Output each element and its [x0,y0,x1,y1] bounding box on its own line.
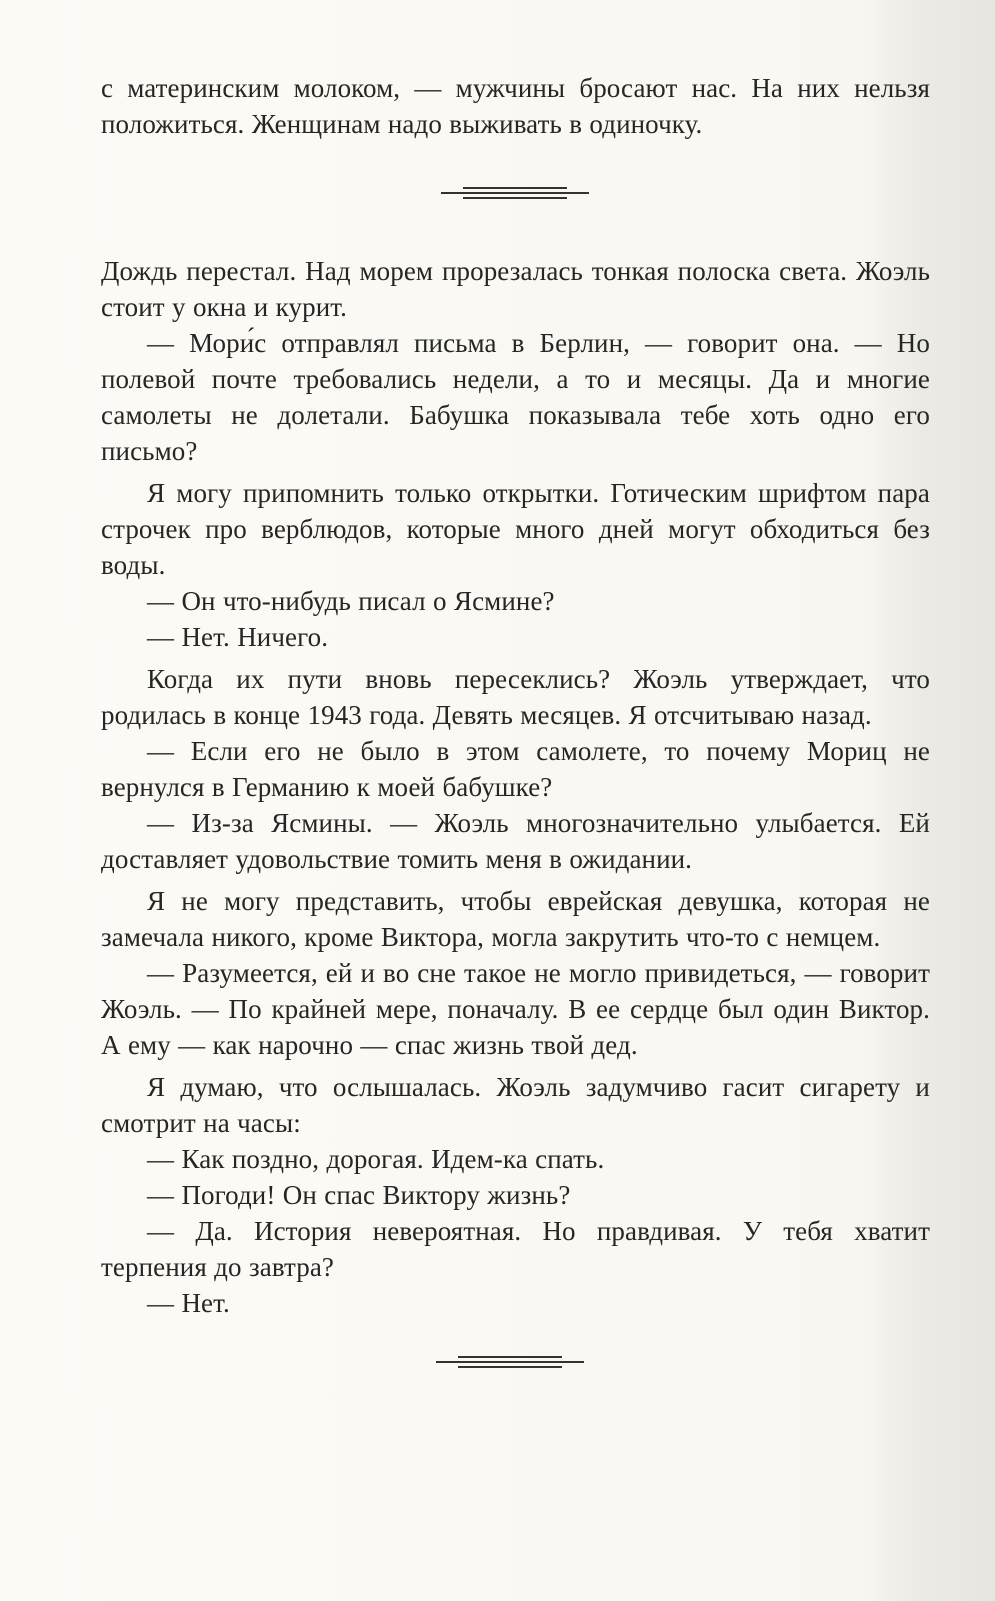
paragraph: — Погоди! Он спас Виктору жизнь? [147,1180,571,1210]
paragraph: Я не могу представить, чтобы еврейская девушка, которая не замечала никого, кроме Виктора, могла закрутить что-то с немцем. [101,886,930,952]
paragraph: — Если его не было в этом самолете, то почему Мориц не вернулся в Германию к моей бабушке? [101,736,930,802]
paragraph: — Мори́с отправлял письма в Берлин, — говорит она. — Но полевой почте требовались недели, а то и месяцы. Да и многие самолеты не долетали. Бабушка показывала тебе хоть одно его письмо? [101,328,930,466]
main-text-block [101,253,930,1321]
paragraph: — Разумеется, ей и во сне такое не могло привидеться, — говорит Жоэль. — По крайней мере, поначалу. В ее сердце был один Виктор. А ему — как нарочно — спас жизнь твой дед. [101,958,930,1060]
section-separator-bottom [436,1356,584,1370]
paragraph: — Он что-нибудь писал о Ясмине? [147,586,555,616]
paragraph: — Нет. [147,1288,230,1318]
paragraph: с материнским молоком, — мужчины бросают нас. На них нельзя положиться. Женщинам надо выживать в одиночку. [101,73,930,139]
paragraph: — Нет. Ничего. [147,622,329,652]
paragraph: Когда их пути вновь пересеклись? Жоэль утверждает, что родилась в конце 1943 года. Девять месяцев. Я отсчитываю назад. [101,664,930,730]
paragraph: — Да. История невероятная. Но правдивая. У тебя хватит терпения до завтра? [101,1216,930,1282]
top-text-block [101,70,930,142]
section-separator-top [441,187,589,201]
paragraph: Я могу припомнить только открытки. Готическим шрифтом пара строчек про верблюдов, которые много дней могут обходиться без воды. [101,478,930,580]
paragraph: — Из-за Ясмины. — Жоэль многозначительно улыбается. Ей доставляет удовольствие томить меня в ожидании. [101,808,930,874]
paragraph: — Как поздно, дорогая. Идем-ка спать. [147,1144,605,1174]
paragraph: Я думаю, что ослышалась. Жоэль задумчиво гасит сигарету и смотрит на часы: [101,1072,930,1138]
paragraph: Дождь перестал. Над морем прорезалась тонкая полоска света. Жоэль стоит у окна и курит. [101,256,930,322]
